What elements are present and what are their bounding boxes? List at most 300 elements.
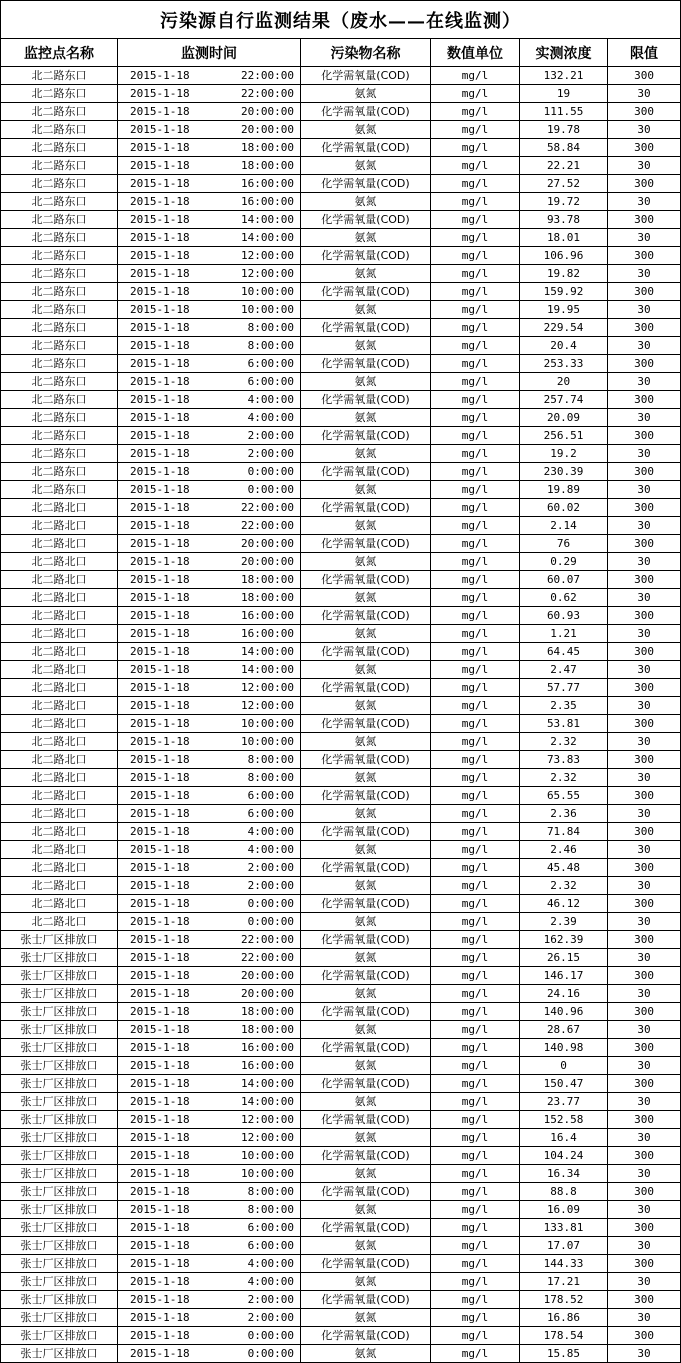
cell-unit: mg/l bbox=[431, 1057, 520, 1075]
header-row bbox=[1, 39, 681, 67]
cell-value: 22.21 bbox=[520, 157, 608, 175]
cell-unit: mg/l bbox=[431, 211, 520, 229]
cell-site: 北二路东口 bbox=[1, 139, 118, 157]
cell-date: 2015-1-18 bbox=[130, 789, 190, 802]
table-row bbox=[1, 1327, 681, 1345]
cell-unit: mg/l bbox=[431, 337, 520, 355]
cell-value: 111.55 bbox=[520, 103, 608, 121]
table-row bbox=[1, 1309, 681, 1327]
cell-time: 20:00:00 bbox=[241, 537, 294, 550]
cell-unit: mg/l bbox=[431, 1327, 520, 1345]
cell-pollutant: 化学需氧量(COD) bbox=[301, 895, 431, 913]
cell-time: 16:00:00 bbox=[241, 627, 294, 640]
cell-limit: 30 bbox=[608, 985, 681, 1003]
cell-pollutant: 氨氮 bbox=[301, 1273, 431, 1291]
cell-datetime bbox=[118, 67, 301, 85]
cell-value: 15.85 bbox=[520, 1345, 608, 1363]
table-row bbox=[1, 625, 681, 643]
cell-datetime bbox=[118, 625, 301, 643]
cell-site: 北二路东口 bbox=[1, 157, 118, 175]
cell-pollutant: 氨氮 bbox=[301, 697, 431, 715]
cell-value: 229.54 bbox=[520, 319, 608, 337]
cell-date: 2015-1-18 bbox=[130, 465, 190, 478]
cell-date: 2015-1-18 bbox=[130, 1131, 190, 1144]
cell-unit: mg/l bbox=[431, 139, 520, 157]
cell-value: 60.07 bbox=[520, 571, 608, 589]
cell-value: 2.32 bbox=[520, 733, 608, 751]
cell-unit: mg/l bbox=[431, 571, 520, 589]
cell-site: 张士厂区排放口 bbox=[1, 931, 118, 949]
cell-time: 10:00:00 bbox=[241, 735, 294, 748]
cell-unit: mg/l bbox=[431, 823, 520, 841]
cell-limit: 30 bbox=[608, 301, 681, 319]
cell-site: 北二路东口 bbox=[1, 355, 118, 373]
cell-time: 14:00:00 bbox=[241, 645, 294, 658]
cell-date: 2015-1-18 bbox=[130, 123, 190, 136]
cell-date: 2015-1-18 bbox=[130, 663, 190, 676]
cell-site: 张士厂区排放口 bbox=[1, 1057, 118, 1075]
table-row bbox=[1, 895, 681, 913]
cell-site: 北二路北口 bbox=[1, 769, 118, 787]
cell-date: 2015-1-18 bbox=[130, 1347, 190, 1360]
cell-value: 27.52 bbox=[520, 175, 608, 193]
cell-limit: 300 bbox=[608, 463, 681, 481]
table-row bbox=[1, 1147, 681, 1165]
cell-value: 140.98 bbox=[520, 1039, 608, 1057]
header-value: 实测浓度 bbox=[520, 39, 608, 67]
cell-datetime bbox=[118, 1309, 301, 1327]
table-row bbox=[1, 427, 681, 445]
cell-time: 10:00:00 bbox=[241, 1149, 294, 1162]
cell-unit: mg/l bbox=[431, 787, 520, 805]
cell-date: 2015-1-18 bbox=[130, 1041, 190, 1054]
table-row bbox=[1, 1345, 681, 1363]
cell-datetime bbox=[118, 931, 301, 949]
cell-limit: 300 bbox=[608, 823, 681, 841]
cell-limit: 30 bbox=[608, 877, 681, 895]
table-row bbox=[1, 985, 681, 1003]
cell-datetime bbox=[118, 409, 301, 427]
table-row bbox=[1, 157, 681, 175]
table-row bbox=[1, 337, 681, 355]
cell-value: 64.45 bbox=[520, 643, 608, 661]
table-row bbox=[1, 355, 681, 373]
cell-unit: mg/l bbox=[431, 967, 520, 985]
cell-site: 北二路东口 bbox=[1, 337, 118, 355]
cell-limit: 300 bbox=[608, 247, 681, 265]
table-row bbox=[1, 1237, 681, 1255]
cell-datetime bbox=[118, 571, 301, 589]
cell-date: 2015-1-18 bbox=[130, 1149, 190, 1162]
cell-pollutant: 氨氮 bbox=[301, 1201, 431, 1219]
cell-limit: 300 bbox=[608, 391, 681, 409]
cell-datetime bbox=[118, 1039, 301, 1057]
cell-datetime bbox=[118, 1291, 301, 1309]
cell-unit: mg/l bbox=[431, 913, 520, 931]
cell-pollutant: 化学需氧量(COD) bbox=[301, 607, 431, 625]
cell-pollutant: 化学需氧量(COD) bbox=[301, 463, 431, 481]
cell-value: 60.93 bbox=[520, 607, 608, 625]
cell-limit: 300 bbox=[608, 1183, 681, 1201]
cell-datetime bbox=[118, 1273, 301, 1291]
table-row bbox=[1, 841, 681, 859]
cell-time: 4:00:00 bbox=[247, 393, 294, 406]
cell-date: 2015-1-18 bbox=[130, 519, 190, 532]
cell-time: 6:00:00 bbox=[247, 807, 294, 820]
table-row bbox=[1, 1165, 681, 1183]
cell-limit: 300 bbox=[608, 1147, 681, 1165]
cell-pollutant: 氨氮 bbox=[301, 769, 431, 787]
cell-datetime bbox=[118, 1237, 301, 1255]
cell-site: 北二路北口 bbox=[1, 841, 118, 859]
cell-site: 北二路东口 bbox=[1, 175, 118, 193]
cell-value: 20.4 bbox=[520, 337, 608, 355]
cell-time: 6:00:00 bbox=[247, 357, 294, 370]
cell-pollutant: 化学需氧量(COD) bbox=[301, 751, 431, 769]
cell-unit: mg/l bbox=[431, 1255, 520, 1273]
cell-limit: 30 bbox=[608, 121, 681, 139]
cell-pollutant: 化学需氧量(COD) bbox=[301, 67, 431, 85]
cell-value: 106.96 bbox=[520, 247, 608, 265]
cell-datetime bbox=[118, 391, 301, 409]
cell-unit: mg/l bbox=[431, 553, 520, 571]
cell-limit: 300 bbox=[608, 1327, 681, 1345]
cell-datetime bbox=[118, 211, 301, 229]
cell-value: 20.09 bbox=[520, 409, 608, 427]
cell-date: 2015-1-18 bbox=[130, 1023, 190, 1036]
cell-unit: mg/l bbox=[431, 373, 520, 391]
header-limit: 限值 bbox=[608, 39, 681, 67]
cell-value: 23.77 bbox=[520, 1093, 608, 1111]
cell-date: 2015-1-18 bbox=[130, 1059, 190, 1072]
cell-value: 17.07 bbox=[520, 1237, 608, 1255]
cell-pollutant: 化学需氧量(COD) bbox=[301, 967, 431, 985]
cell-time: 0:00:00 bbox=[247, 1347, 294, 1360]
cell-pollutant: 氨氮 bbox=[301, 1165, 431, 1183]
cell-site: 北二路东口 bbox=[1, 193, 118, 211]
cell-datetime bbox=[118, 535, 301, 553]
cell-limit: 30 bbox=[608, 1237, 681, 1255]
cell-unit: mg/l bbox=[431, 229, 520, 247]
table-row bbox=[1, 121, 681, 139]
cell-time: 22:00:00 bbox=[241, 519, 294, 532]
cell-date: 2015-1-18 bbox=[130, 411, 190, 424]
cell-datetime bbox=[118, 175, 301, 193]
cell-datetime bbox=[118, 697, 301, 715]
cell-site: 张士厂区排放口 bbox=[1, 1039, 118, 1057]
cell-pollutant: 化学需氧量(COD) bbox=[301, 643, 431, 661]
cell-unit: mg/l bbox=[431, 1237, 520, 1255]
cell-pollutant: 化学需氧量(COD) bbox=[301, 1075, 431, 1093]
cell-limit: 30 bbox=[608, 841, 681, 859]
cell-limit: 300 bbox=[608, 679, 681, 697]
cell-date: 2015-1-18 bbox=[130, 1077, 190, 1090]
cell-value: 24.16 bbox=[520, 985, 608, 1003]
cell-datetime bbox=[118, 517, 301, 535]
cell-unit: mg/l bbox=[431, 283, 520, 301]
table-row bbox=[1, 1021, 681, 1039]
cell-site: 张士厂区排放口 bbox=[1, 1255, 118, 1273]
cell-time: 18:00:00 bbox=[241, 159, 294, 172]
cell-site: 北二路东口 bbox=[1, 391, 118, 409]
cell-datetime bbox=[118, 463, 301, 481]
table-row bbox=[1, 373, 681, 391]
cell-limit: 30 bbox=[608, 733, 681, 751]
cell-limit: 30 bbox=[608, 769, 681, 787]
cell-value: 1.21 bbox=[520, 625, 608, 643]
cell-site: 张士厂区排放口 bbox=[1, 949, 118, 967]
table-row bbox=[1, 805, 681, 823]
cell-pollutant: 化学需氧量(COD) bbox=[301, 859, 431, 877]
cell-value: 257.74 bbox=[520, 391, 608, 409]
cell-time: 10:00:00 bbox=[241, 303, 294, 316]
cell-site: 张士厂区排放口 bbox=[1, 1273, 118, 1291]
cell-datetime bbox=[118, 1219, 301, 1237]
cell-time: 20:00:00 bbox=[241, 969, 294, 982]
cell-unit: mg/l bbox=[431, 1039, 520, 1057]
cell-limit: 30 bbox=[608, 913, 681, 931]
cell-pollutant: 化学需氧量(COD) bbox=[301, 1111, 431, 1129]
cell-datetime bbox=[118, 949, 301, 967]
cell-time: 0:00:00 bbox=[247, 897, 294, 910]
cell-site: 张士厂区排放口 bbox=[1, 1219, 118, 1237]
cell-value: 16.86 bbox=[520, 1309, 608, 1327]
cell-datetime bbox=[118, 121, 301, 139]
cell-pollutant: 氨氮 bbox=[301, 1345, 431, 1363]
cell-datetime bbox=[118, 823, 301, 841]
cell-pollutant: 氨氮 bbox=[301, 337, 431, 355]
cell-date: 2015-1-18 bbox=[130, 159, 190, 172]
cell-pollutant: 氨氮 bbox=[301, 517, 431, 535]
cell-date: 2015-1-18 bbox=[130, 807, 190, 820]
cell-value: 144.33 bbox=[520, 1255, 608, 1273]
cell-unit: mg/l bbox=[431, 1003, 520, 1021]
cell-unit: mg/l bbox=[431, 769, 520, 787]
cell-site: 北二路东口 bbox=[1, 265, 118, 283]
cell-value: 178.54 bbox=[520, 1327, 608, 1345]
cell-value: 146.17 bbox=[520, 967, 608, 985]
cell-limit: 300 bbox=[608, 643, 681, 661]
cell-pollutant: 氨氮 bbox=[301, 985, 431, 1003]
cell-date: 2015-1-18 bbox=[130, 1257, 190, 1270]
cell-datetime bbox=[118, 337, 301, 355]
cell-datetime bbox=[118, 553, 301, 571]
cell-limit: 30 bbox=[608, 661, 681, 679]
table-row bbox=[1, 175, 681, 193]
cell-unit: mg/l bbox=[431, 1147, 520, 1165]
cell-site: 北二路北口 bbox=[1, 679, 118, 697]
cell-time: 4:00:00 bbox=[247, 1275, 294, 1288]
cell-value: 76 bbox=[520, 535, 608, 553]
cell-unit: mg/l bbox=[431, 1075, 520, 1093]
cell-limit: 300 bbox=[608, 571, 681, 589]
cell-site: 北二路东口 bbox=[1, 409, 118, 427]
cell-value: 71.84 bbox=[520, 823, 608, 841]
cell-limit: 300 bbox=[608, 751, 681, 769]
cell-pollutant: 氨氮 bbox=[301, 589, 431, 607]
table-row bbox=[1, 553, 681, 571]
header-unit: 数值单位 bbox=[431, 39, 520, 67]
cell-limit: 300 bbox=[608, 355, 681, 373]
cell-limit: 30 bbox=[608, 1165, 681, 1183]
cell-unit: mg/l bbox=[431, 175, 520, 193]
cell-unit: mg/l bbox=[431, 733, 520, 751]
cell-value: 104.24 bbox=[520, 1147, 608, 1165]
table-row bbox=[1, 787, 681, 805]
cell-pollutant: 化学需氧量(COD) bbox=[301, 1255, 431, 1273]
cell-pollutant: 氨氮 bbox=[301, 85, 431, 103]
cell-site: 北二路北口 bbox=[1, 913, 118, 931]
table-row bbox=[1, 409, 681, 427]
table-row bbox=[1, 499, 681, 517]
cell-pollutant: 氨氮 bbox=[301, 409, 431, 427]
cell-date: 2015-1-18 bbox=[130, 1167, 190, 1180]
cell-time: 10:00:00 bbox=[241, 1167, 294, 1180]
table-row bbox=[1, 103, 681, 121]
table-row bbox=[1, 481, 681, 499]
cell-limit: 300 bbox=[608, 211, 681, 229]
cell-datetime bbox=[118, 1345, 301, 1363]
cell-date: 2015-1-18 bbox=[130, 249, 190, 262]
cell-pollutant: 化学需氧量(COD) bbox=[301, 1003, 431, 1021]
cell-date: 2015-1-18 bbox=[130, 951, 190, 964]
cell-time: 0:00:00 bbox=[247, 465, 294, 478]
cell-limit: 30 bbox=[608, 517, 681, 535]
table-row bbox=[1, 247, 681, 265]
cell-site: 北二路东口 bbox=[1, 67, 118, 85]
cell-time: 16:00:00 bbox=[241, 177, 294, 190]
cell-value: 230.39 bbox=[520, 463, 608, 481]
cell-value: 19.72 bbox=[520, 193, 608, 211]
table-row bbox=[1, 1255, 681, 1273]
cell-site: 北二路北口 bbox=[1, 499, 118, 517]
cell-site: 张士厂区排放口 bbox=[1, 1129, 118, 1147]
cell-datetime bbox=[118, 1327, 301, 1345]
cell-value: 178.52 bbox=[520, 1291, 608, 1309]
page-title: 污染源自行监测结果（废水——在线监测） bbox=[1, 1, 681, 39]
table-row bbox=[1, 445, 681, 463]
cell-unit: mg/l bbox=[431, 751, 520, 769]
cell-time: 22:00:00 bbox=[241, 69, 294, 82]
cell-unit: mg/l bbox=[431, 67, 520, 85]
cell-value: 93.78 bbox=[520, 211, 608, 229]
table-row bbox=[1, 967, 681, 985]
cell-time: 4:00:00 bbox=[247, 825, 294, 838]
cell-value: 159.92 bbox=[520, 283, 608, 301]
cell-limit: 300 bbox=[608, 859, 681, 877]
cell-pollutant: 化学需氧量(COD) bbox=[301, 247, 431, 265]
cell-unit: mg/l bbox=[431, 1021, 520, 1039]
cell-time: 14:00:00 bbox=[241, 231, 294, 244]
cell-time: 8:00:00 bbox=[247, 771, 294, 784]
cell-limit: 300 bbox=[608, 1039, 681, 1057]
cell-value: 256.51 bbox=[520, 427, 608, 445]
cell-limit: 30 bbox=[608, 1021, 681, 1039]
cell-unit: mg/l bbox=[431, 841, 520, 859]
cell-limit: 300 bbox=[608, 1003, 681, 1021]
cell-datetime bbox=[118, 1201, 301, 1219]
cell-unit: mg/l bbox=[431, 445, 520, 463]
cell-limit: 30 bbox=[608, 409, 681, 427]
cell-pollutant: 化学需氧量(COD) bbox=[301, 931, 431, 949]
table-row bbox=[1, 535, 681, 553]
table-row bbox=[1, 139, 681, 157]
cell-datetime bbox=[118, 607, 301, 625]
cell-limit: 30 bbox=[608, 1057, 681, 1075]
table-row bbox=[1, 1111, 681, 1129]
cell-time: 20:00:00 bbox=[241, 123, 294, 136]
cell-pollutant: 化学需氧量(COD) bbox=[301, 319, 431, 337]
table-row bbox=[1, 193, 681, 211]
cell-value: 2.46 bbox=[520, 841, 608, 859]
cell-value: 19.89 bbox=[520, 481, 608, 499]
cell-time: 8:00:00 bbox=[247, 321, 294, 334]
table-row bbox=[1, 1003, 681, 1021]
cell-date: 2015-1-18 bbox=[130, 699, 190, 712]
table-row bbox=[1, 715, 681, 733]
cell-date: 2015-1-18 bbox=[130, 591, 190, 604]
cell-date: 2015-1-18 bbox=[130, 339, 190, 352]
cell-pollutant: 氨氮 bbox=[301, 625, 431, 643]
table-row bbox=[1, 229, 681, 247]
cell-datetime bbox=[118, 229, 301, 247]
cell-limit: 300 bbox=[608, 607, 681, 625]
cell-unit: mg/l bbox=[431, 247, 520, 265]
table-row bbox=[1, 1291, 681, 1309]
cell-site: 北二路东口 bbox=[1, 319, 118, 337]
cell-site: 北二路东口 bbox=[1, 211, 118, 229]
cell-site: 北二路北口 bbox=[1, 553, 118, 571]
cell-datetime bbox=[118, 355, 301, 373]
cell-time: 22:00:00 bbox=[241, 501, 294, 514]
cell-limit: 30 bbox=[608, 85, 681, 103]
cell-date: 2015-1-18 bbox=[130, 753, 190, 766]
table-row bbox=[1, 571, 681, 589]
cell-time: 18:00:00 bbox=[241, 141, 294, 154]
cell-time: 2:00:00 bbox=[247, 879, 294, 892]
cell-datetime bbox=[118, 589, 301, 607]
cell-unit: mg/l bbox=[431, 859, 520, 877]
cell-pollutant: 化学需氧量(COD) bbox=[301, 139, 431, 157]
cell-date: 2015-1-18 bbox=[130, 987, 190, 1000]
cell-pollutant: 化学需氧量(COD) bbox=[301, 571, 431, 589]
cell-unit: mg/l bbox=[431, 895, 520, 913]
cell-unit: mg/l bbox=[431, 607, 520, 625]
cell-date: 2015-1-18 bbox=[130, 195, 190, 208]
cell-site: 北二路北口 bbox=[1, 571, 118, 589]
cell-time: 16:00:00 bbox=[241, 195, 294, 208]
cell-limit: 300 bbox=[608, 139, 681, 157]
title-row bbox=[1, 1, 681, 39]
cell-value: 162.39 bbox=[520, 931, 608, 949]
cell-pollutant: 氨氮 bbox=[301, 1237, 431, 1255]
cell-time: 10:00:00 bbox=[241, 717, 294, 730]
cell-time: 16:00:00 bbox=[241, 1059, 294, 1072]
cell-datetime bbox=[118, 1057, 301, 1075]
cell-date: 2015-1-18 bbox=[130, 285, 190, 298]
cell-value: 18.01 bbox=[520, 229, 608, 247]
cell-unit: mg/l bbox=[431, 1183, 520, 1201]
cell-pollutant: 化学需氧量(COD) bbox=[301, 1039, 431, 1057]
table-row bbox=[1, 823, 681, 841]
cell-unit: mg/l bbox=[431, 715, 520, 733]
cell-datetime bbox=[118, 787, 301, 805]
cell-site: 北二路北口 bbox=[1, 517, 118, 535]
table-row bbox=[1, 643, 681, 661]
table-row bbox=[1, 661, 681, 679]
cell-limit: 30 bbox=[608, 1093, 681, 1111]
cell-value: 19 bbox=[520, 85, 608, 103]
